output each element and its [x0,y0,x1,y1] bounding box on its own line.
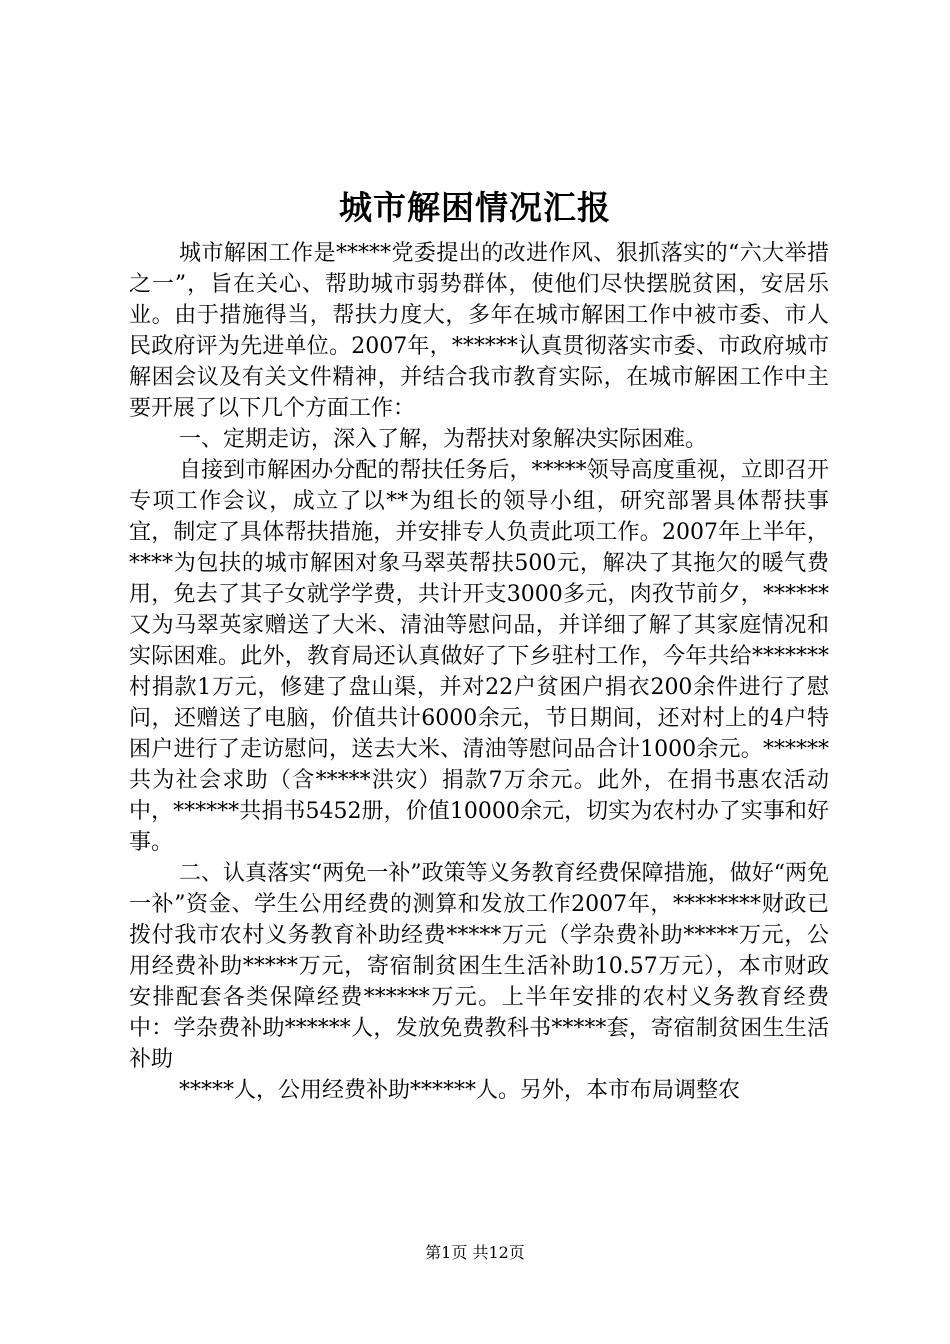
paragraph-intro: 城市解困工作是*****党委提出的改进作风、狠抓落实的“六大举措之一”，旨在关心、帮助城市弱势群体，使他们尽快摆脱贫困，安居乐业。由于措施得当，帮扶力度大，多年在城市解困工作中被市委、市人民政府评为先进单位。2007年，******认真贯彻落实市委、市政府城市解困会议及有关文件精神，并结合我市教育实际，在城市解困工作中主要开展了以下几个方面工作： [129,241,829,421]
paragraph-section-two: 二、认真落实“两免一补”政策等义务教育经费保障措施，做好“两免一补”资金、学生公用经费的测算和发放工作2007年，********财政已拨付我市农村义务教育补助经费*****万元（学杂费补助*****万元，公用经费补助*****万元，寄宿制贫困生生活补助10.57万元），本市财政安排配套各类保障经费******万元。上半年安排的农村义务教育经费中：学杂费补助******人，发放免费教科书*****套，寄宿制贫困生生活补助 [129,861,829,1072]
paragraph-section-one-body: 自接到市解困办分配的帮扶任务后，*****领导高度重视，立即召开专项工作会议，成立了以**为组长的领导小组，研究部署具体帮扶事宜，制定了具体帮扶措施，并安排专人负责此项工作。2007年上半年，****为包扶的城市解困对象马翠英帮扶500元，解决了其拖欠的暖气费用，免去了其子女就学学费，共计开支3000多元，肉孜节前夕，******又为马翠英家赠送了大米、清油等慰问品，并详细了解了其家庭情况和实际困难。此外，教育局还认真做好了下乡驻村工作，今年共给*******村捐款1万元，修建了盘山渠，并对22户贫困户捐衣200余件进行了慰问，还赠送了电脑，价值共计6000余元，节日期间，还对村上的4户特困户进行了走访慰问，送去大米、清油等慰问品合计1000余元。******共为社会求助（含*****洪灾）捐款7万余元。此外，在捐书惠农活动中，******共捐书5452册，价值10000余元，切实为农村办了实事和好事。 [129,458,829,855]
paragraph-continuation: *****人，公用经费补助******人。另外，本市布局调整农 [179,1078,741,1103]
document-title: 城市解困情况汇报 [339,188,611,227]
paragraph-section-one-heading: 一、定期走访，深入了解，为帮扶对象解决实际困难。 [179,427,708,452]
document-body [129,238,829,1106]
page-number-footer: 第1页 共12页 [425,1243,525,1262]
